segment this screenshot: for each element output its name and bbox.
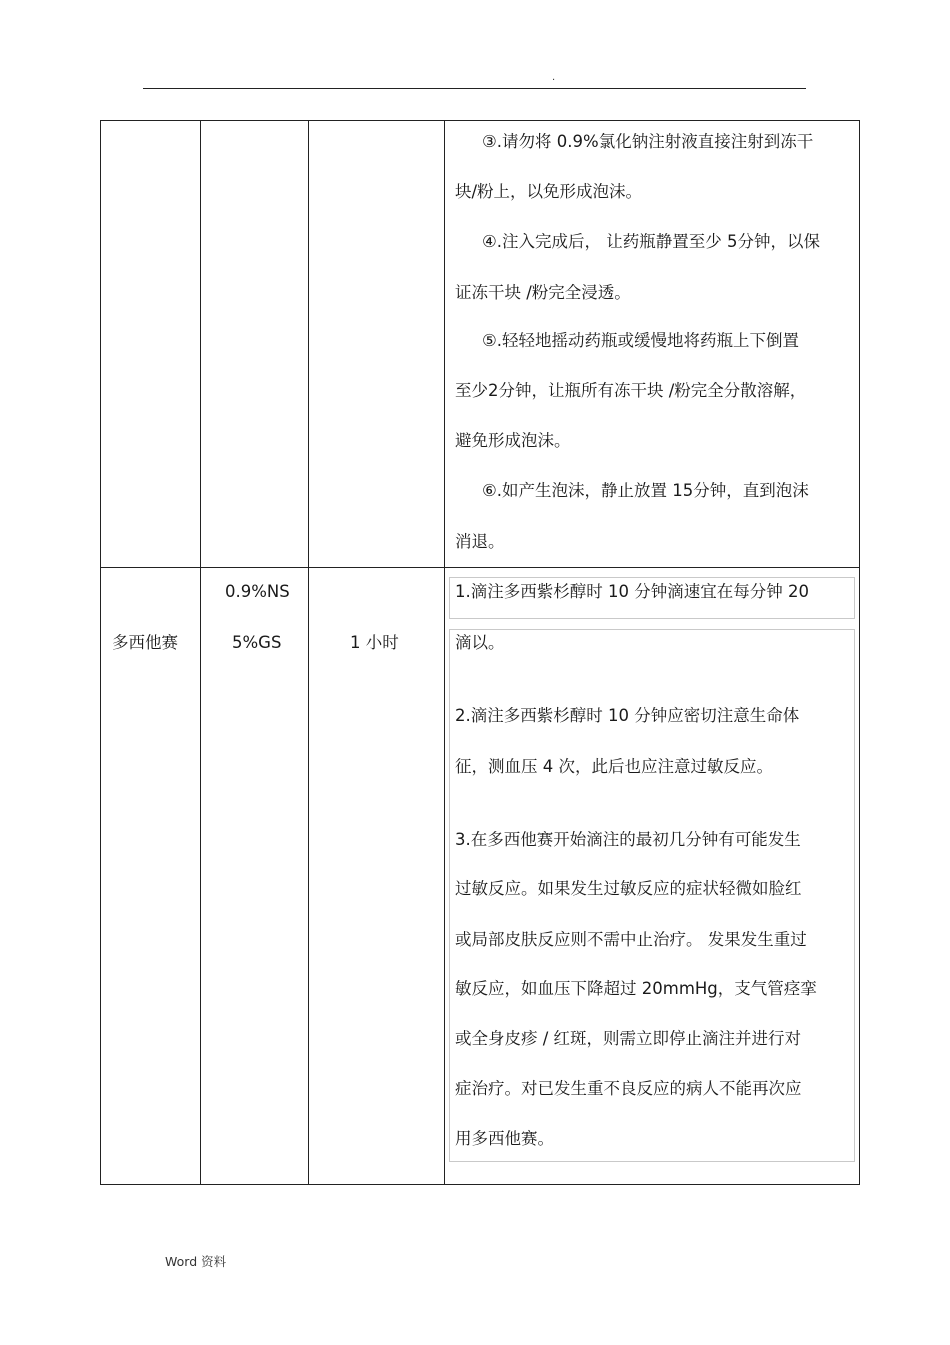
row2-note-line: 1.滴注多西紫杉醇时 10 分钟滴速宜在每分钟 20 <box>455 582 809 601</box>
row2-note-line: 过敏反应。如果发生过敏反应的症状轻微如脸红 <box>455 879 802 898</box>
row2-note-line: 或全身皮疹 / 红斑，则需立即停止滴注并进行对 <box>455 1029 802 1048</box>
row1-note-line: 至少2分钟，让瓶所有冻干块 /粉完全分散溶解， <box>455 381 807 400</box>
row1-note-line: 避免形成泡沫。 <box>455 431 571 450</box>
table-col-divider-1 <box>200 120 201 1185</box>
row2-note-line: 用多西他赛。 <box>455 1129 554 1148</box>
table-border-left <box>100 120 101 1185</box>
row1-note-line: ③.请勿将 0.9%氯化钠注射液直接注射到冻干 <box>482 132 814 151</box>
row1-note-line: ⑥.如产生泡沫，静止放置 15分钟，直到泡沫 <box>482 481 809 500</box>
table-border-top <box>100 120 860 121</box>
solvent-ns: 0.9%NS <box>225 582 290 601</box>
row2-note-line: 征，测血压 4 次，此后也应注意过敏反应。 <box>455 757 773 776</box>
row1-note-line: 消退。 <box>455 532 505 551</box>
row1-note-line: 块/粉上，以免形成泡沫。 <box>455 182 643 201</box>
row2-note-line: 3.在多西他赛开始滴注的最初几分钟有可能发生 <box>455 830 801 849</box>
table-border-right <box>859 120 860 1185</box>
row2-note-line: 或局部皮肤反应则不需中止治疗。 发果发生重过 <box>455 930 807 949</box>
row1-note-line: ⑤.轻轻地摇动药瓶或缓慢地将药瓶上下倒置 <box>482 331 800 350</box>
drug-name: 多西他赛 <box>112 633 178 652</box>
table-col-divider-2 <box>308 120 309 1185</box>
table-row-divider <box>100 567 860 568</box>
header-mark: . <box>552 72 556 83</box>
row2-note-line: 滴以。 <box>455 633 505 652</box>
solvent-gs: 5%GS <box>232 633 282 652</box>
row1-note-line: ④.注入完成后， 让药瓶静置至少 5分钟，以保 <box>482 232 821 251</box>
row2-note-line: 症治疗。对已发生重不良反应的病人不能再次应 <box>455 1079 802 1098</box>
row1-note-line: 证冻干块 /粉完全浸透。 <box>455 283 631 302</box>
infusion-duration: 1 小时 <box>350 633 399 652</box>
row2-note-line: 2.滴注多西紫杉醇时 10 分钟应密切注意生命体 <box>455 706 800 725</box>
footer-label: Word 资料 <box>165 1254 227 1269</box>
header-rule <box>143 88 806 89</box>
row2-note-line: 敏反应，如血压下降超过 20mmHg，支气管痉挛 <box>455 979 817 998</box>
table-col-divider-3 <box>444 120 445 1185</box>
table-border-bottom <box>100 1184 860 1185</box>
